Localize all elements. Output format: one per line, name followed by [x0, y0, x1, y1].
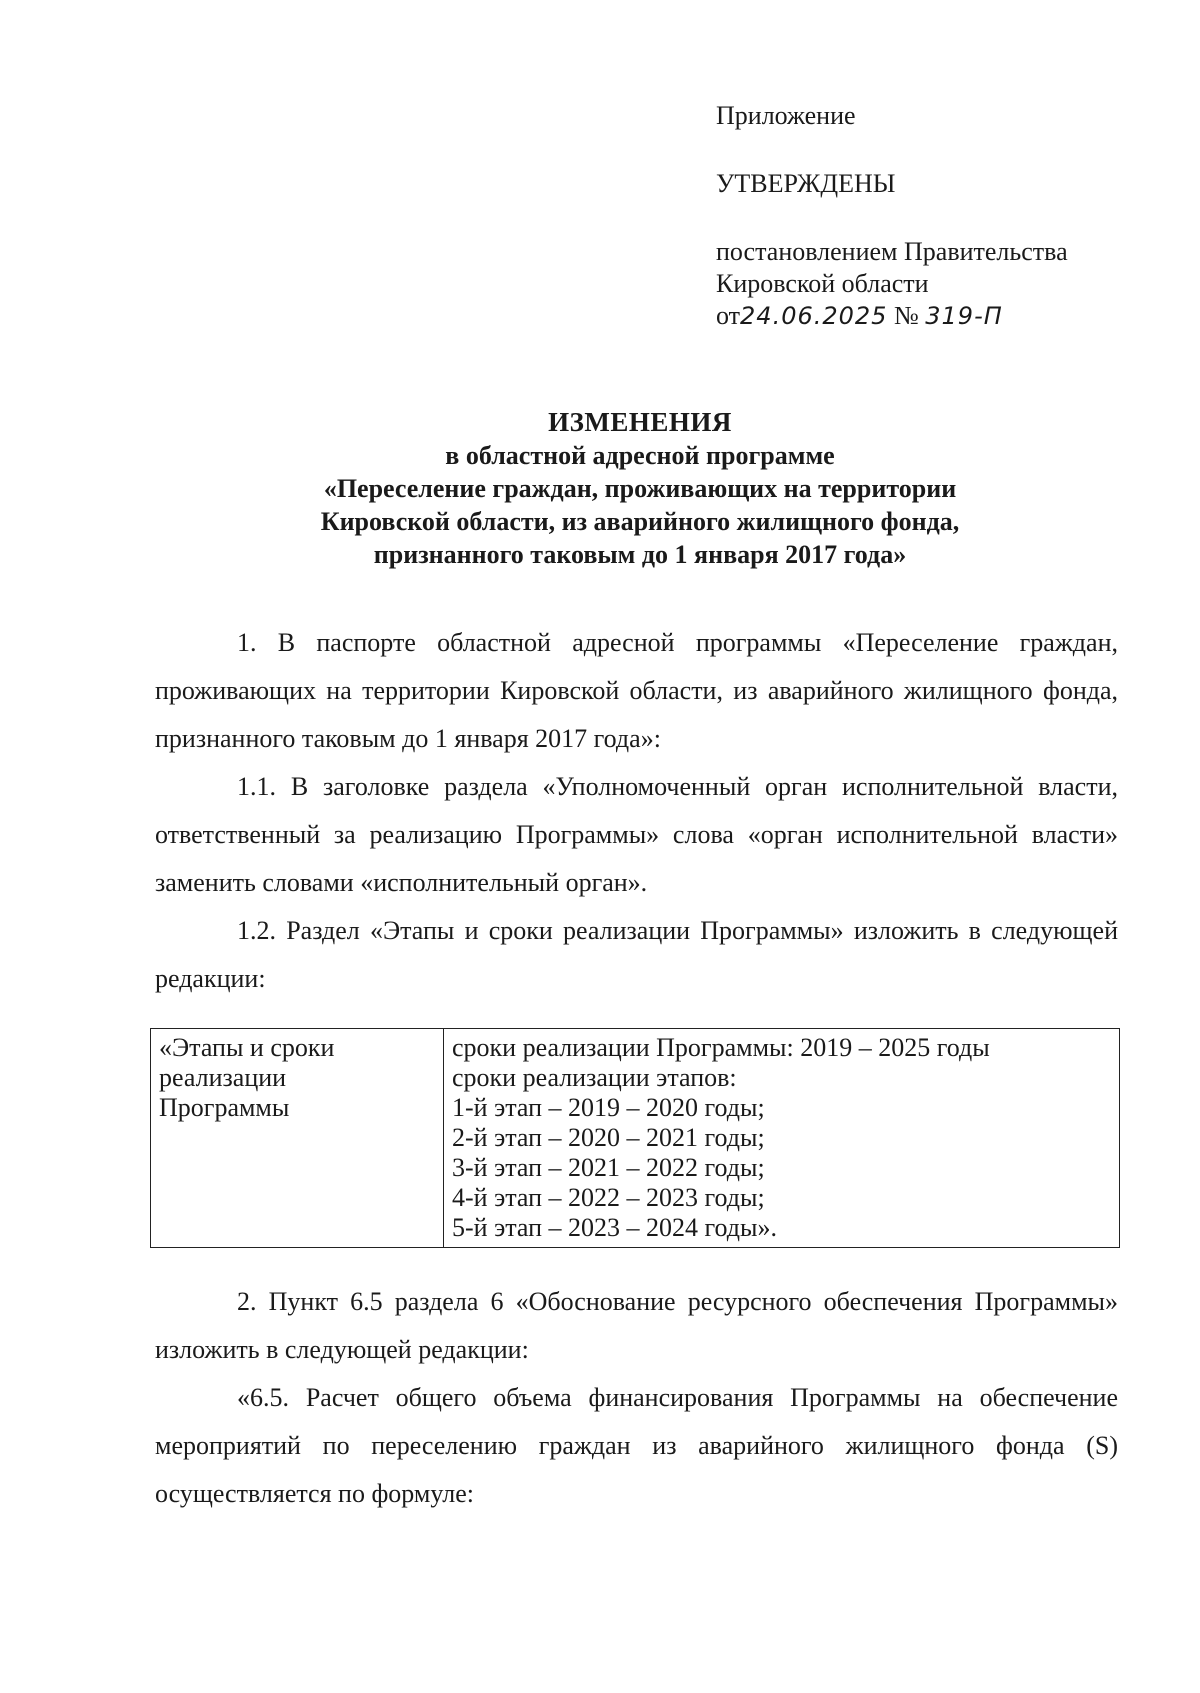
paragraph-1: 1. В паспорте областной адресной программы «Переселение граждан, проживающих на территории Кировской области, из аварийного жилищного фонда, признанного таковым до 1 января 2017 года»:	[155, 628, 1118, 753]
table-cell-value	[444, 1029, 1120, 1248]
table-value-line: 5-й этап – 2023 – 2024 годы».	[452, 1213, 777, 1242]
resolution-line-2: Кировской области	[716, 269, 929, 298]
table-label-line: реализации	[159, 1063, 287, 1092]
title-main: ИЗМЕНЕНИЯ	[548, 407, 732, 437]
table-value-line: 1-й этап – 2019 – 2020 годы;	[452, 1093, 765, 1122]
table-cell-label	[151, 1029, 444, 1248]
table-label-line: Программы	[159, 1093, 290, 1122]
paragraph-1-1: 1.1. В заголовке раздела «Уполномоченный орган исполнительной власти, ответственный за реализацию Программы» слова «орган исполнительной власти» заменить словами «исполнительный орган».	[155, 772, 1118, 897]
handwritten-number: 319-П	[925, 302, 1003, 330]
appendix-label: Приложение	[716, 101, 856, 130]
title-line-1: в областной адресной программе	[445, 441, 835, 470]
table-label-line: «Этапы и сроки	[159, 1033, 335, 1062]
handwritten-date: 24.06.2025	[740, 302, 888, 330]
table-row	[151, 1029, 1120, 1248]
resolution-line-1: постановлением Правительства	[716, 237, 1068, 266]
number-sign: №	[893, 301, 919, 330]
paragraph-1-2: 1.2. Раздел «Этапы и сроки реализации Программы» изложить в следующей редакции:	[155, 916, 1118, 993]
title-line-2: «Переселение граждан, проживающих на территории	[323, 474, 957, 503]
date-prefix: от	[716, 301, 741, 330]
paragraph-2: 2. Пункт 6.5 раздела 6 «Обоснование ресурсного обеспечения Программы» изложить в следующей редакции:	[155, 1287, 1118, 1364]
approved-label: УТВЕРЖДЕНЫ	[716, 169, 896, 198]
table-value-line: 4-й этап – 2022 – 2023 годы;	[452, 1183, 765, 1212]
approval-block	[716, 100, 1156, 332]
table-value-line: 2-й этап – 2020 – 2021 годы;	[452, 1123, 765, 1152]
date-number-line	[716, 300, 1156, 332]
paragraph-6-5: «6.5. Расчет общего объема финансирования Программы на обеспечение мероприятий по переселению граждан из аварийного жилищного фонда (S) осуществляется по формуле:	[155, 1383, 1118, 1508]
title-line-3: Кировской области, из аварийного жилищного фонда,	[320, 507, 960, 536]
table-value-line: сроки реализации этапов:	[452, 1063, 737, 1092]
title-line-4: признанного таковым до 1 января 2017 года»	[373, 540, 907, 569]
document-title	[150, 406, 1130, 571]
table-value-line: 3-й этап – 2021 – 2022 годы;	[452, 1153, 765, 1182]
table-value-line: сроки реализации Программы: 2019 – 2025 годы	[452, 1033, 990, 1062]
stages-table	[150, 1028, 1120, 1248]
